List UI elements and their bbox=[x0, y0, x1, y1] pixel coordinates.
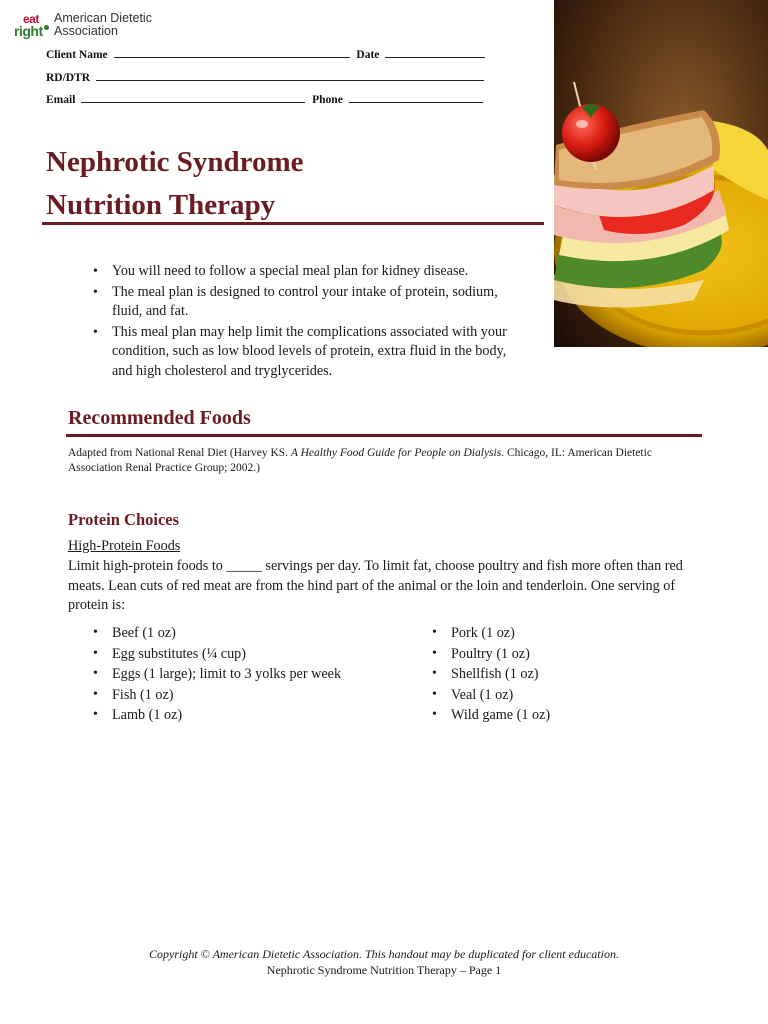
sandwich-photo bbox=[554, 0, 768, 347]
client-name-field[interactable] bbox=[114, 46, 350, 58]
rd-dtr-field[interactable] bbox=[96, 69, 484, 81]
title-divider bbox=[42, 222, 544, 225]
phone-field[interactable] bbox=[349, 91, 483, 103]
protein-choices-heading: Protein Choices bbox=[68, 510, 180, 529]
list-item: • Veal (1 oz) bbox=[429, 685, 699, 705]
logo-right-text: right bbox=[14, 23, 43, 39]
list-item: • The meal plan is designed to control your intake of protein, sodium, fluid, and fat. bbox=[90, 283, 530, 322]
list-item: • This meal plan may help limit the complications associated with your condition, such as low blood levels of protein, extra fluid in the body, and high cholesterol and tryglycerides. bbox=[90, 323, 530, 382]
logo-org-name bbox=[54, 12, 152, 38]
adapted-citation bbox=[68, 446, 708, 476]
email-label: Email bbox=[46, 94, 76, 106]
logo-dot-icon bbox=[44, 25, 49, 30]
intro-bullet-list bbox=[90, 262, 530, 382]
title-line-1: Nephrotic Syndrome bbox=[46, 146, 304, 178]
form-row-rd bbox=[46, 69, 489, 92]
protein-list-left bbox=[90, 623, 360, 726]
page-title bbox=[46, 141, 304, 227]
protein-paragraph: Limit high-protein foods to _____ servings per day. To limit fat, choose poultry and fish more often than red meats. Lean cuts of red meat are from the hind part of the animal or the loin and tenderloin. One serving of protein is: bbox=[68, 558, 683, 613]
date-field[interactable] bbox=[385, 46, 485, 58]
client-info-form bbox=[46, 46, 489, 114]
list-item: • Beef (1 oz) bbox=[90, 623, 360, 643]
list-item: • Egg substitutes (¼ cup) bbox=[90, 644, 360, 664]
logo-eat-text: eat bbox=[23, 12, 39, 26]
page-footer bbox=[0, 946, 768, 978]
date-label: Date bbox=[356, 49, 380, 61]
list-item: • Eggs (1 large); limit to 3 yolks per week bbox=[90, 664, 360, 684]
list-item: • Poultry (1 oz) bbox=[429, 644, 699, 664]
logo-org-line2: Association bbox=[54, 24, 118, 38]
list-item: • You will need to follow a special meal plan for kidney disease. bbox=[90, 262, 530, 282]
list-item: • Shellfish (1 oz) bbox=[429, 664, 699, 684]
form-row-client bbox=[46, 46, 489, 69]
copyright-text: Copyright © American Dietetic Association. This handout may be duplicated for client education. bbox=[149, 947, 619, 961]
client-name-label: Client Name bbox=[46, 49, 108, 61]
high-protein-subheading: High-Protein Foods bbox=[68, 538, 181, 554]
page-number-text: Nephrotic Syndrome Nutrition Therapy – Page 1 bbox=[266, 963, 502, 977]
eat-right-logo-mark bbox=[14, 12, 52, 40]
citation-title: A Healthy Food Guide for People on Dialysis bbox=[290, 447, 502, 459]
sandwich-image bbox=[554, 0, 768, 347]
protein-list-right bbox=[429, 623, 699, 726]
email-field[interactable] bbox=[81, 91, 305, 103]
rd-dtr-label: RD/DTR bbox=[46, 71, 91, 84]
list-item: • Pork (1 oz) bbox=[429, 623, 699, 643]
title-line-2: Nutrition Therapy bbox=[46, 189, 276, 221]
phone-label: Phone bbox=[312, 94, 343, 106]
logo-org-line1: American Dietetic bbox=[54, 11, 152, 25]
recommended-foods-heading: Recommended Foods bbox=[68, 407, 251, 429]
list-item: • Fish (1 oz) bbox=[90, 685, 360, 705]
citation-post: . Chicago, IL: American Dietetic Association Renal Practice Group; 2002.) bbox=[68, 447, 652, 474]
list-item: • Lamb (1 oz) bbox=[90, 705, 360, 725]
ada-logo bbox=[14, 12, 152, 40]
citation-pre: Adapted from National Renal Diet (Harvey KS. bbox=[68, 447, 291, 459]
section-divider bbox=[66, 434, 702, 437]
list-item: • Wild game (1 oz) bbox=[429, 705, 699, 725]
form-row-contact bbox=[46, 91, 489, 114]
